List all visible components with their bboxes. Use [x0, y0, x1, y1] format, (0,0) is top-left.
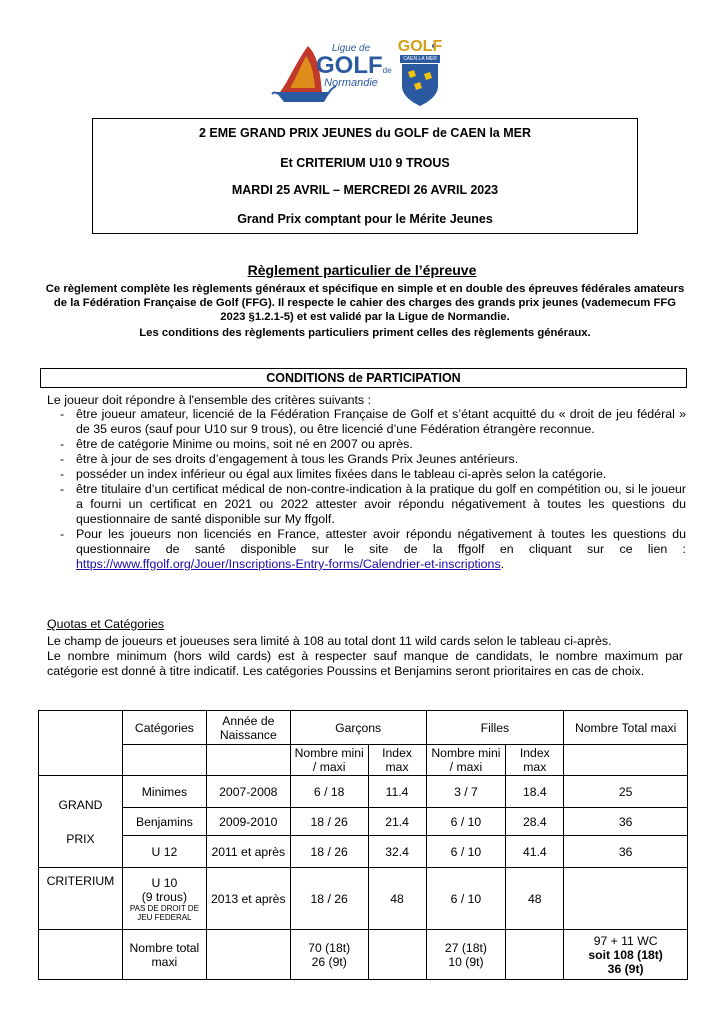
logos	[270, 36, 470, 112]
quotas-title: Quotas et Catégories	[47, 617, 165, 631]
header-garcons-index: Index max	[368, 745, 426, 776]
header-garcons-nombre: Nombre mini / maxi	[290, 745, 368, 776]
conditions-title: CONDITIONS de PARTICIPATION	[40, 368, 687, 388]
reglement-intro	[40, 282, 690, 340]
list-item-text: Pour les joueurs non licenciés en France, attester avoir répondu négativement à toutes les questions du questionnaire de santé disponible sur le site de la ffgolf en cliquant sur ce lien :	[76, 527, 686, 556]
list-item: - être de catégorie Minime ou moins, soit né en 2007 ou après.	[60, 437, 686, 452]
link-suffix: .	[500, 557, 505, 571]
list-item: - être titulaire d’un certificat médical de non-contre-indication à la pratique du golf en compétition ou, si le joueur a fourni un certificat en 2021 ou 2022 attester avoir répondu négativement à toutes les questions du questionnaire de santé disponible sur My ffgolf.	[60, 482, 686, 527]
table-header-row	[39, 711, 688, 745]
golf-sub-text: CAEN LA MER	[403, 56, 437, 62]
header-categories: Catégories	[122, 711, 206, 745]
event-dates: MARDI 25 AVRIL – MERCREDI 26 AVRIL 2023	[231, 183, 499, 197]
ligue-bottom-text: Normandie	[324, 77, 378, 89]
reglement-intro-paragraph: Ce règlement complète les règlements généraux et spécifique en simple et en double des épreuves fédérales amateurs de la Fédération Française de Golf (FFG). Il respecte le cahier des charges des grands prix jeunes (vademecum FFG 2023 §1.2.1-5) et est validé par la Ligue de Normandie.	[45, 283, 685, 323]
quotas-limit-text: Le champ de joueurs et joueuses sera limité à 108 au total dont 11 wild cards selon le tableau ci-après.	[47, 634, 612, 648]
event-merit: Grand Prix comptant pour le Mérite Jeunes	[237, 212, 493, 226]
no-fee-note: PAS DE DROIT DE JEU FEDERAL	[129, 903, 199, 922]
criterium-label: CRITERIUM	[39, 868, 123, 930]
list-item: - être à jour de ses droits d’engagement à tous les Grands Prix Jeunes antérieurs.	[60, 452, 686, 467]
reglement-priority-note: Les conditions des règlements particuliers priment celles des règlements généraux.	[139, 327, 591, 339]
header-filles-index: Index max	[506, 745, 564, 776]
header-garcons: Garçons	[290, 711, 426, 745]
header-total: Nombre Total maxi	[564, 711, 688, 745]
event-header-box	[92, 118, 638, 234]
event-subtitle: Et CRITERIUM U10 9 TROUS	[280, 156, 450, 170]
golf-main-text: GOLF	[397, 38, 443, 55]
ligue-de-text: de	[382, 66, 392, 75]
ligue-top-text: Ligue de	[331, 43, 371, 54]
event-title: 2 EME GRAND PRIX JEUNES du GOLF de CAEN la MER	[199, 126, 531, 140]
header-annee: Année de Naissance	[206, 711, 290, 745]
quotas-table	[38, 710, 688, 980]
table-row: U 12 2011 et après 18 / 26 32.4 6 / 10 41.4 36	[39, 836, 688, 868]
list-item: - être joueur amateur, licencié de la Fédération Française de Golf et s’étant acquitté du « droit de jeu fédéral » de 35 euros (sauf pour U10 sur 9 trous), ou être licencié d’une Fédération étrangère reconnue.	[60, 407, 686, 437]
table-total-row: Nombre total maxi 70 (18t) 26 (9t) 27 (18t) 10 (9t) 97 + 11 WC soit 108 (18t) 36 (9t)	[39, 930, 688, 980]
header-filles: Filles	[426, 711, 564, 745]
reglement-title: Règlement particulier de l’épreuve	[247, 262, 477, 278]
grand-prix-label: GRAND PRIX	[39, 776, 123, 868]
table-row: GRAND PRIX Minimes 2007-2008 6 / 18 11.4 3 / 7 18.4 25	[39, 776, 688, 808]
ffgolf-registration-link[interactable]: https://www.ffgolf.org/Jouer/Inscriptions-Entry-forms/Calendrier-et-inscriptions	[76, 557, 501, 571]
quotas-text	[47, 634, 683, 679]
ligue-main-text: GOLF	[316, 52, 383, 79]
list-item	[60, 527, 686, 572]
conditions-lead: Le joueur doit répondre à l'ensemble des critères suivants :	[47, 393, 372, 407]
table-row: CRITERIUM U 10 (9 trous) PAS DE DROIT DE JEU FEDERAL 2013 et après 18 / 26 48 6 / 10 48	[39, 868, 688, 930]
table-row: Benjamins 2009-2010 18 / 26 21.4 6 / 10 28.4 36	[39, 808, 688, 836]
conditions-list	[60, 407, 686, 572]
header-filles-nombre: Nombre mini / maxi	[426, 745, 506, 776]
quotas-minimum-text: Le nombre minimum (hors wild cards) est à respecter sauf manque de candidats, le nombre maximum par catégorie est donné à titre indicatif. Les catégories Poussins et Benjamins seront prioritaires en cas de choix.	[47, 649, 683, 678]
table-subheader-row	[39, 745, 688, 776]
list-item: - posséder un index inférieur ou égal aux limites fixées dans le tableau ci-après selon la catégorie.	[60, 467, 686, 482]
